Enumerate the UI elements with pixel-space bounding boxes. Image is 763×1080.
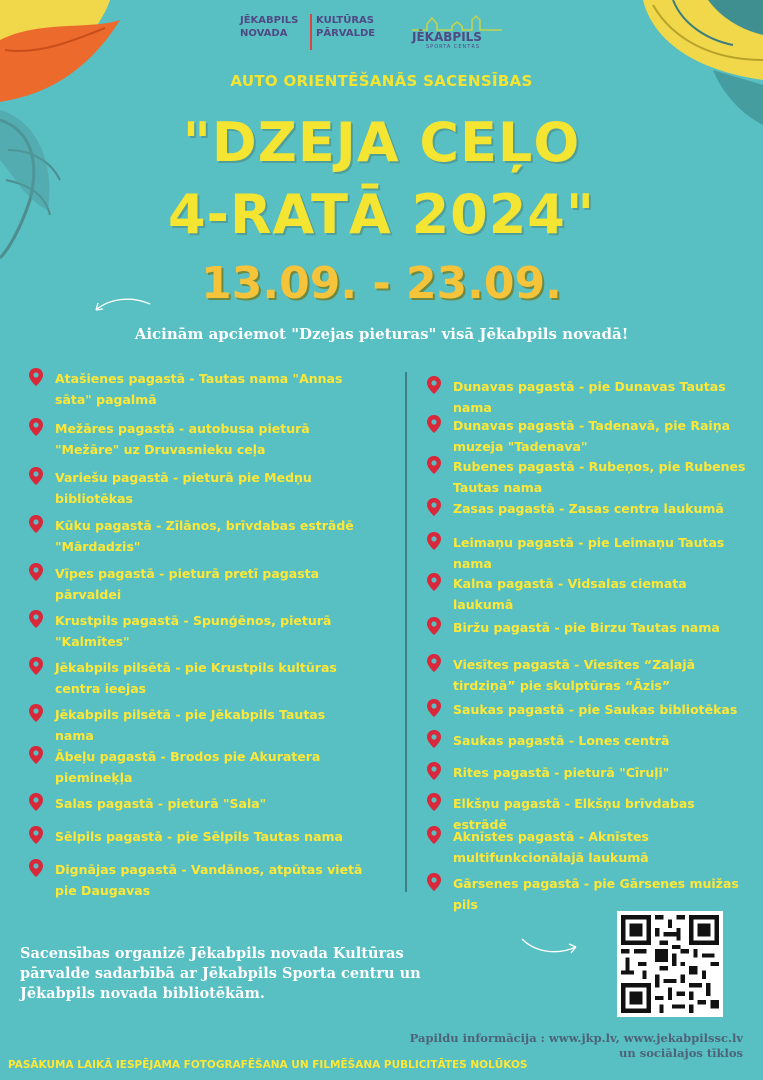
map-pin-icon bbox=[29, 418, 43, 436]
map-pin-icon bbox=[427, 415, 441, 433]
stop-item bbox=[55, 793, 365, 814]
stop-text: Ābeļu pagastā - Brodos pie Akuratera piemineķļa bbox=[55, 749, 321, 785]
stop-text: Leimaņu pagastā - pie Leimaņu Tautas nama bbox=[453, 535, 725, 571]
stop-item bbox=[453, 498, 749, 519]
stop-text: Jēkabpils pilsētā - pie Jēkabpils Tautas nama bbox=[55, 707, 326, 743]
map-pin-icon bbox=[29, 515, 43, 533]
stop-item bbox=[453, 617, 749, 638]
stop-text: Biržu pagastā - pie Birzu Tautas nama bbox=[453, 620, 720, 635]
event-subtitle: AUTO ORIENTĒŠANĀS SACENSĪBAS bbox=[230, 72, 533, 90]
stop-item bbox=[55, 368, 365, 410]
map-pin-icon bbox=[29, 610, 43, 628]
stop-text: Elkšņu pagastā - Elkšņu brīvdabas estrādē bbox=[453, 796, 695, 832]
map-pin-icon bbox=[427, 617, 441, 635]
stop-text: Dunavas pagastā - Tadenavā, pie Raiņa muzeja "Tadenava" bbox=[453, 418, 731, 454]
stop-text: Vīpes pagastā - pieturā pretī pagasta pārvaldei bbox=[55, 566, 320, 602]
event-title-line2: 4-RATĀ 2024" bbox=[167, 183, 596, 246]
map-pin-icon bbox=[29, 704, 43, 722]
stop-item bbox=[453, 762, 749, 783]
stop-text: Dunavas pagastā - pie Dunavas Tautas nama bbox=[453, 379, 726, 415]
stop-item bbox=[453, 826, 749, 868]
stop-text: Saukas pagastā - pie Saukas bibliotēkas bbox=[453, 702, 738, 717]
stop-item bbox=[453, 654, 749, 696]
stop-item bbox=[55, 657, 365, 699]
curved-arrow-icon bbox=[520, 935, 580, 957]
stop-item bbox=[453, 873, 749, 915]
logo-left-line1: JĒKABPILS bbox=[240, 15, 299, 26]
info-line2: un sociālajos tīklos bbox=[619, 1046, 743, 1060]
sport-logo-sub: SPORTA CENTRS bbox=[426, 44, 481, 50]
organizer-text: Sacensības organizē Jēkabpils novada Kultūras pārvalde sadarbībā ar Jēkabpils Sporta centru un Jēkabpils novada bibliotēkām. bbox=[20, 945, 421, 1002]
map-pin-icon bbox=[427, 654, 441, 672]
sport-logo-name: JĒKABPILS bbox=[412, 30, 482, 44]
stop-text: Sēlpils pagastā - pie Sēlpils Tautas nama bbox=[55, 829, 343, 844]
event-title-line1: "DZEJA CEĻO bbox=[182, 111, 581, 174]
stop-item bbox=[55, 746, 365, 788]
map-pin-icon bbox=[427, 456, 441, 474]
map-pin-icon bbox=[29, 467, 43, 485]
stop-text: Mežāres pagastā - autobusa pieturā "Mežāre" uz Druvasnieku ceļa bbox=[55, 421, 310, 457]
stop-item bbox=[55, 859, 365, 901]
map-pin-icon bbox=[427, 573, 441, 591]
stop-item bbox=[453, 532, 749, 574]
stop-text: Variešu pagastā - pieturā pie Medņu bibliotēkas bbox=[55, 470, 312, 506]
map-pin-icon bbox=[29, 746, 43, 764]
stop-item bbox=[453, 573, 749, 615]
map-pin-icon bbox=[427, 762, 441, 780]
map-pin-icon bbox=[29, 793, 43, 811]
sport-centre-logo bbox=[412, 14, 512, 54]
stop-item bbox=[55, 418, 365, 460]
stop-text: Krustpils pagastā - Spunģēnos, pieturā "Kalmītes" bbox=[55, 613, 332, 649]
info-line1: Papildu informācija : www.jkp.lv, www.jekabpilssc.lv bbox=[409, 1031, 743, 1045]
map-pin-icon bbox=[427, 498, 441, 516]
logo-separator bbox=[310, 14, 312, 50]
stop-item bbox=[453, 456, 749, 498]
stop-text: Saukas pagastā - Lones centrā bbox=[453, 733, 670, 748]
stop-text: Atašienes pagastā - Tautas nama "Annas sāta" pagalmā bbox=[55, 371, 343, 407]
map-pin-icon bbox=[29, 826, 43, 844]
curved-arrow-icon bbox=[92, 298, 152, 318]
map-pin-icon bbox=[29, 368, 43, 386]
column-divider bbox=[405, 372, 407, 892]
event-dates: 13.09. - 23.09. bbox=[201, 258, 562, 309]
stop-item bbox=[55, 467, 365, 509]
logo-right-line2: PĀRVALDE bbox=[316, 28, 376, 39]
stop-text: Jēkabpils pilsētā - pie Krustpils kultūras centra ieejas bbox=[55, 660, 337, 696]
stop-text: Viesītes pagastā - Viesītes “Zaļajā tirdziņā” pie skulptūras “Āzis” bbox=[453, 657, 696, 693]
stop-text: Aknīstes pagastā - Aknīstes multifunkcionālajā laukumā bbox=[453, 829, 649, 865]
stop-item bbox=[55, 826, 365, 847]
map-pin-icon bbox=[427, 699, 441, 717]
stop-item bbox=[453, 699, 749, 720]
additional-info bbox=[365, 1031, 743, 1061]
logo-left-line2: NOVADA bbox=[240, 28, 288, 39]
map-pin-icon bbox=[427, 376, 441, 394]
map-pin-icon bbox=[29, 657, 43, 675]
footer-notice: PASĀKUMA LAIKĀ IESPĒJAMA FOTOGRAFĒŠANA UN FILMĒŠANA PUBLICITĀTES NOLŪKOS bbox=[8, 1059, 528, 1071]
qr-code[interactable] bbox=[617, 911, 723, 1017]
leaf-decoration-top-right-icon bbox=[613, 0, 763, 130]
stop-item bbox=[453, 415, 749, 457]
logos bbox=[240, 14, 520, 54]
stop-text: Rubenes pagastā - Rubeņos, pie Rubenes Tautas nama bbox=[453, 459, 746, 495]
stop-item bbox=[55, 563, 365, 605]
stop-item bbox=[55, 704, 365, 746]
stop-item bbox=[55, 610, 365, 652]
logo-right-line1: KULTŪRAS bbox=[316, 15, 374, 26]
map-pin-icon bbox=[29, 563, 43, 581]
stop-item bbox=[55, 515, 365, 557]
stop-text: Zasas pagastā - Zasas centra laukumā bbox=[453, 501, 724, 516]
map-pin-icon bbox=[427, 532, 441, 550]
map-pin-icon bbox=[427, 826, 441, 844]
stop-item bbox=[453, 730, 749, 751]
map-pin-icon bbox=[427, 793, 441, 811]
map-pin-icon bbox=[29, 859, 43, 877]
stop-item bbox=[453, 376, 749, 418]
map-pin-icon bbox=[427, 730, 441, 748]
stop-text: Kalna pagastā - Vidsalas ciemata laukumā bbox=[453, 576, 687, 612]
qr-code-icon bbox=[617, 911, 723, 1017]
stop-text: Kūku pagastā - Zīlānos, brīvdabas estrādē "Mārdadzis" bbox=[55, 518, 354, 554]
stop-text: Gārsenes pagastā - pie Gārsenes muižas pils bbox=[453, 876, 739, 912]
stop-text: Salas pagastā - pieturā "Sala" bbox=[55, 796, 267, 811]
stop-text: Dignājas pagastā - Vandānos, atpūtas vietā pie Daugavas bbox=[55, 862, 363, 898]
invite-text: Aicinām apciemot "Dzejas pieturas" visā Jēkabpils novadā! bbox=[134, 325, 629, 343]
map-pin-icon bbox=[427, 873, 441, 891]
stop-text: Rites pagastā - pieturā "Cīruļi" bbox=[453, 765, 670, 780]
